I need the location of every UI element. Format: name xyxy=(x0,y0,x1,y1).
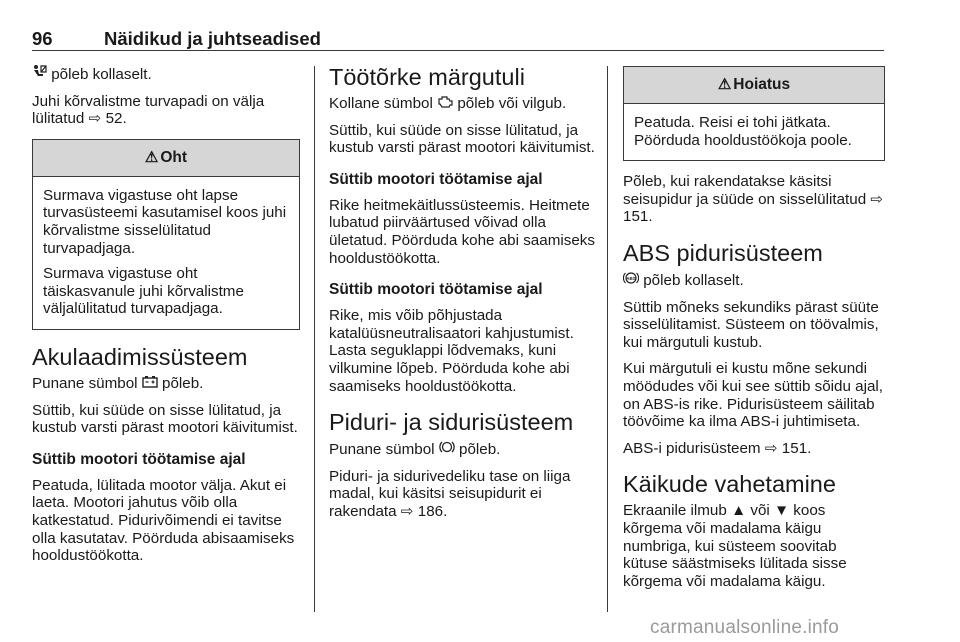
subsection-title: Süttib mootori töötamise ajal xyxy=(329,281,543,299)
paragraph: Peatuda. Reisi ei tohi jätkata. Pöörduda hooldustöökoja poole. xyxy=(634,114,852,149)
paragraph: Ekraanile ilmub ▲ või ▼ koos kõrgema või madalama käigu numbriga, kui süsteem soovitab kütuse säästmiseks lülitada sisse kõrgema või madalama käigu. xyxy=(623,502,847,590)
paragraph: põleb kollaselt. xyxy=(32,64,300,84)
page-title: Näidikud ja juhtseadised xyxy=(104,28,321,49)
paragraph: Süttib, kui süüde on sisse lülitatud, ja kustub varsti pärast mootori käivitumist. xyxy=(32,401,298,437)
danger-box-body xyxy=(33,177,299,329)
section-title: Piduri- ja sidurisüsteem xyxy=(329,409,574,436)
paragraph: Kollane sümbol põleb või vilgub. xyxy=(329,95,567,112)
paragraph: Surmava vigastuse oht lapse turvasüsteemi kasutamisel koos juhi kõrvalistme sisselülitatud turvapadjaga. xyxy=(43,186,287,257)
section-title: Töötõrke märgutuli xyxy=(329,64,525,90)
section-title: Käikude vahetamine xyxy=(623,471,836,498)
paragraph: Süttib mõneks sekundiks pärast süüte sisselülitamist. Süsteem on töövalmis, kui märgutuli kustub. xyxy=(623,298,879,351)
arrow-up-icon: ▲ xyxy=(731,502,747,520)
warning-triangle-icon: ⚠ xyxy=(717,76,732,93)
paragraph: Süttib, kui süüde on sisse lülitatud, ja kustub varsti pärast mootori käivitumist. xyxy=(329,121,595,157)
page-ref-icon: ⇨ xyxy=(88,110,102,128)
paragraph: Põleb, kui rakendatakse käsitsi seisupidur ja süüde on sisselülitatud ⇨ 151. xyxy=(623,173,884,226)
warning-box-body xyxy=(624,104,884,160)
battery-icon xyxy=(142,375,158,393)
page-ref-icon: ⇨ xyxy=(764,439,778,457)
brake-system-icon xyxy=(439,440,455,459)
paragraph: ABS põleb kollaselt. xyxy=(623,271,885,290)
column-right xyxy=(623,64,885,599)
paragraph: Juhi kõrvalistme turvapadi on välja lülitatud ⇨ 52. xyxy=(32,92,265,128)
column-divider xyxy=(607,66,608,612)
warning-box xyxy=(623,66,885,161)
paragraph: Kui märgutuli ei kustu mõne sekundi möödudes või kui see süttib sõidu ajal, on ABS-is rike. Pidurisüsteem säilitab töövõime ka ilma ABS-i juhtimiseta. xyxy=(623,360,884,431)
svg-text:ABS: ABS xyxy=(626,275,636,281)
paragraph: ABS-i pidurisüsteem ⇨ 151. xyxy=(623,439,812,457)
paragraph: Punane sümbol põleb. xyxy=(32,374,204,392)
paragraph: Surmava vigastuse oht täiskasvanule juhi kõrvalistme väljalülitatud turvapadjaga. xyxy=(43,265,244,318)
abs-icon xyxy=(623,271,639,290)
section-title: Akulaadimissüsteem xyxy=(32,343,248,370)
paragraph: Rike, mis võib põhjustada katalüüsneutralisaatori kahjustumist. Lasta seguklappi lõdvemaks, kuni vilkumine lõpeb. Pöörduda kohe abi saamiseks hooldustöökotta. xyxy=(329,307,574,395)
column-left xyxy=(32,64,300,574)
paragraph: Piduri- ja sidurivedeliku tase on liiga madal, kui käsitsi seisupidurit ei rakendata ⇨ 186. xyxy=(329,467,571,520)
airbag-off-icon xyxy=(32,64,47,84)
column-divider xyxy=(314,66,315,612)
paragraph: Punane sümbol põleb. xyxy=(329,441,501,459)
warning-triangle-icon: ⚠ xyxy=(144,148,159,166)
page-ref-icon: ⇨ xyxy=(870,190,884,208)
danger-box-header: ⚠ Oht xyxy=(33,140,299,177)
page-header xyxy=(32,28,884,51)
watermark: carmanualsonline.info xyxy=(650,617,840,638)
page-number: 96 xyxy=(32,28,53,49)
paragraph: Peatuda, lülitada mootor välja. Akut ei laeta. Mootori jahutus võib olla katkestatud. Pidurivõimendi ei tavitse olla kasutatav. Pöörduda abisaamiseks hooldustöökotta. xyxy=(32,476,295,565)
warning-box-header: ⚠ Hoiatus xyxy=(624,67,884,104)
engine-malfunction-icon xyxy=(437,95,453,113)
subsection-title: Süttib mootori töötamise ajal xyxy=(32,450,246,468)
paragraph: Rike heitmekäitlussüsteemis. Heitmete lubatud piirväärtused võivad olla ületatud. Pöörduda kohe abi saamiseks hooldustöökotta. xyxy=(329,196,595,267)
arrow-down-icon: ▼ xyxy=(774,502,790,520)
column-middle xyxy=(329,64,597,530)
subsection-title: Süttib mootori töötamise ajal xyxy=(329,170,543,188)
page-ref-link[interactable]: 151. xyxy=(781,439,812,457)
page-ref-link[interactable]: 186. xyxy=(417,502,448,520)
section-title: ABS pidurisüsteem xyxy=(623,239,823,266)
page-ref-icon: ⇨ xyxy=(400,502,414,520)
danger-box xyxy=(32,139,300,330)
page-ref-link[interactable]: 151. xyxy=(623,208,653,226)
page-ref-link[interactable]: 52. xyxy=(105,110,127,128)
